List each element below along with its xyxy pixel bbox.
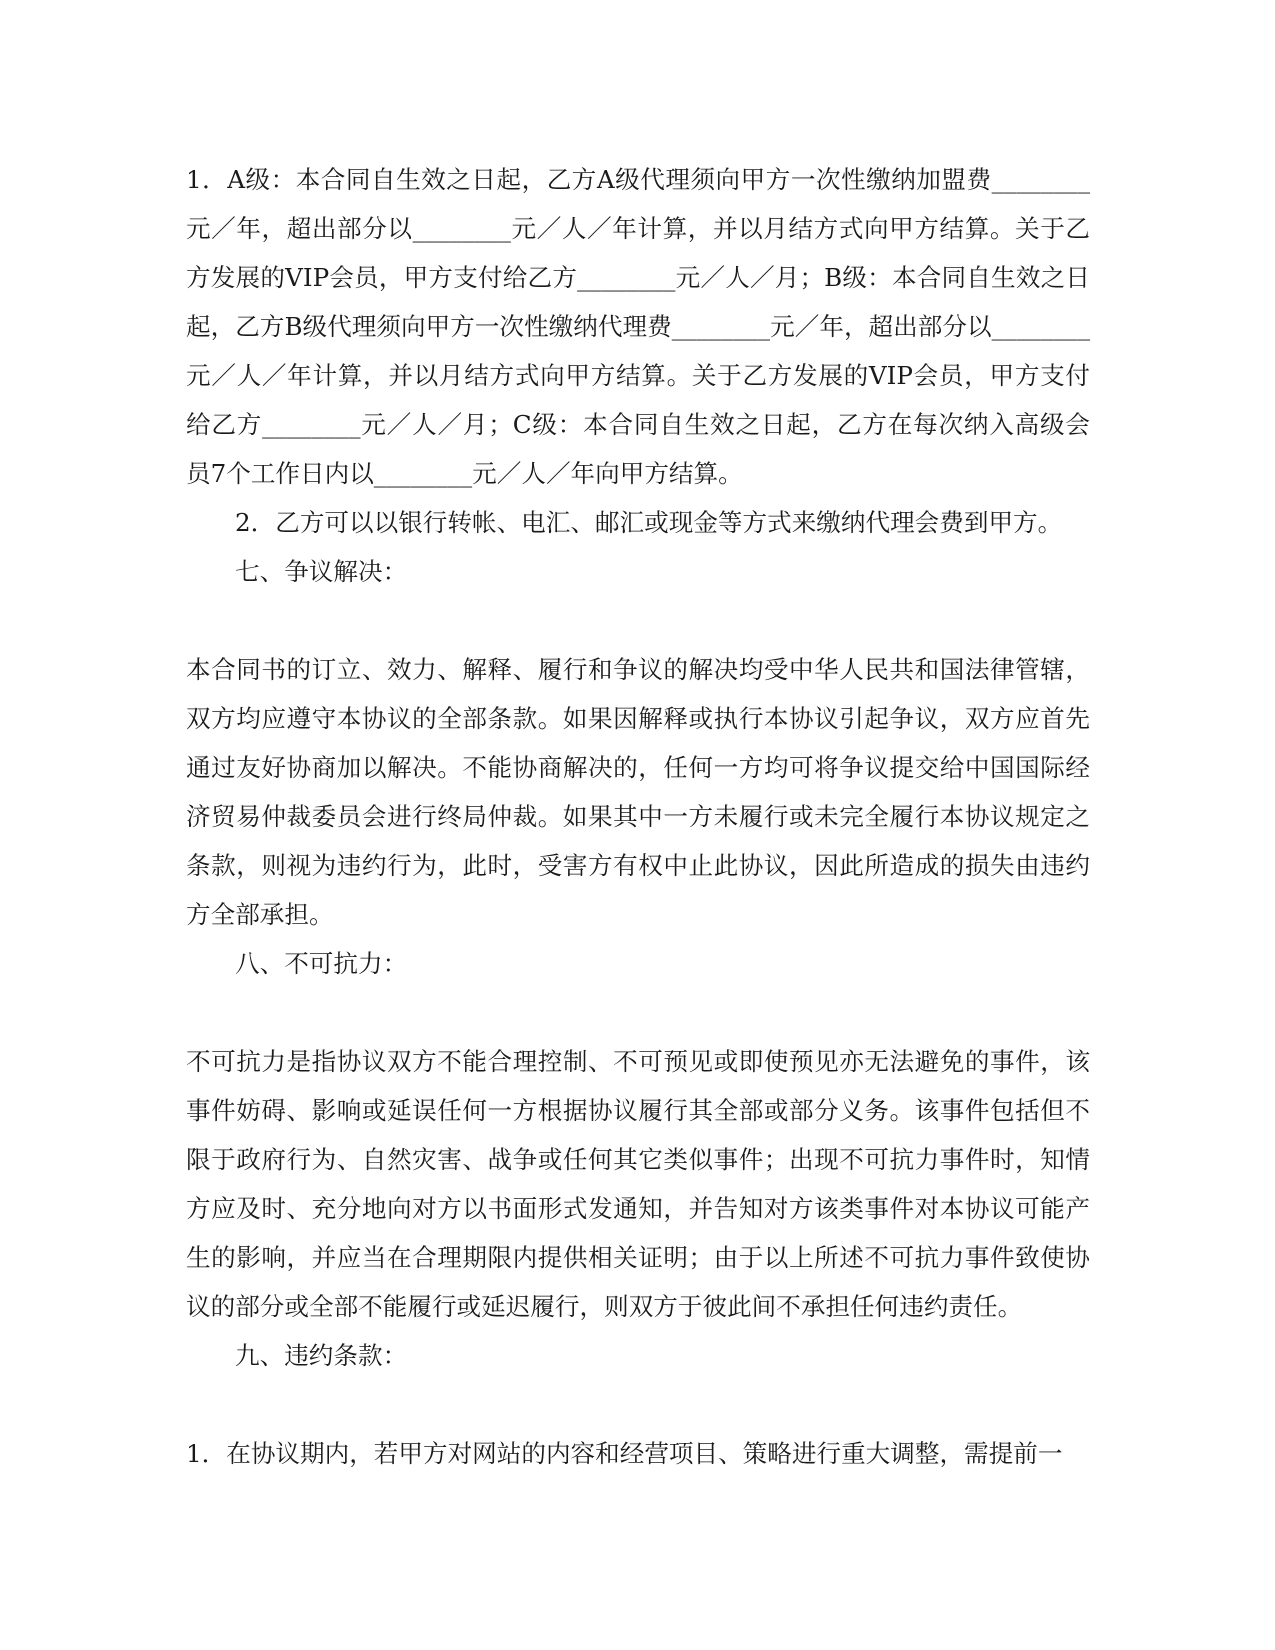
blank-line [186, 988, 1090, 1037]
section-heading-breach: 九、违约条款： [235, 1341, 408, 1370]
clause-breach-1: 1．在协议期内，若甲方对网站的内容和经营项目、策略进行重大调整，需提前一 [186, 1439, 1063, 1468]
clause-dispute-resolution: 本合同书的订立、效力、解释、履行和争议的解决均受中华人民共和国法律管辖，双方均应遵守本协议的全部条款。如果因解释或执行本协议引起争议，双方应首先通过友好协商加以解决。不能协商解决的，任何一方均可将争议提交给中国国际经济贸易仲裁委员会进行终局仲裁。如果其中一方未履行或未完全履行本协议规定之条款，则视为违约行为，此时，受害方有权中止此协议，因此所造成的损失由违约方全部承担。 [186, 655, 1090, 929]
document-body [186, 155, 1090, 1478]
clause-force-majeure: 不可抗力是指协议双方不能合理控制、不可预见或即使预见亦无法避免的事件，该事件妨碍、影响或延误任何一方根据协议履行其全部或部分义务。该事件包括但不限于政府行为、自然灾害、战争或任何其它类似事件；出现不可抗力事件时，知情方应及时、充分地向对方以书面形式发通知，并告知对方该类事件对本协议可能产生的影响，并应当在合理期限内提供相关证明；由于以上所述不可抗力事件致使协议的部分或全部不能履行或延迟履行，则双方于彼此间不承担任何违约责任。 [186, 1047, 1090, 1321]
section-heading-force-majeure: 八、不可抗力： [235, 949, 408, 978]
blank-line [186, 1380, 1090, 1429]
clause-fee-levels: 1．A级：本合同自生效之日起，乙方A级代理须向甲方一次性缴纳加盟费________元／年，超出部分以________元／人／年计算，并以月结方式向甲方结算。关于乙方发展的VIP会员，甲方支付给乙方________元／人／月；B级：本合同自生效之日起，乙方B级代理须向甲方一次性缴纳代理费________元／年，超出部分以________元／人／年计算，并以月结方式向甲方结算。关于乙方发展的VIP会员，甲方支付给乙方________元／人／月；C级：本合同自生效之日起，乙方在每次纳入高级会员7个工作日内以________元／人／年向甲方结算。 [186, 165, 1090, 488]
section-heading-dispute: 七、争议解决： [235, 557, 408, 586]
clause-payment-methods: 2．乙方可以以银行转帐、电汇、邮汇或现金等方式来缴纳代理会费到甲方。 [235, 508, 1063, 537]
blank-line [186, 596, 1090, 645]
